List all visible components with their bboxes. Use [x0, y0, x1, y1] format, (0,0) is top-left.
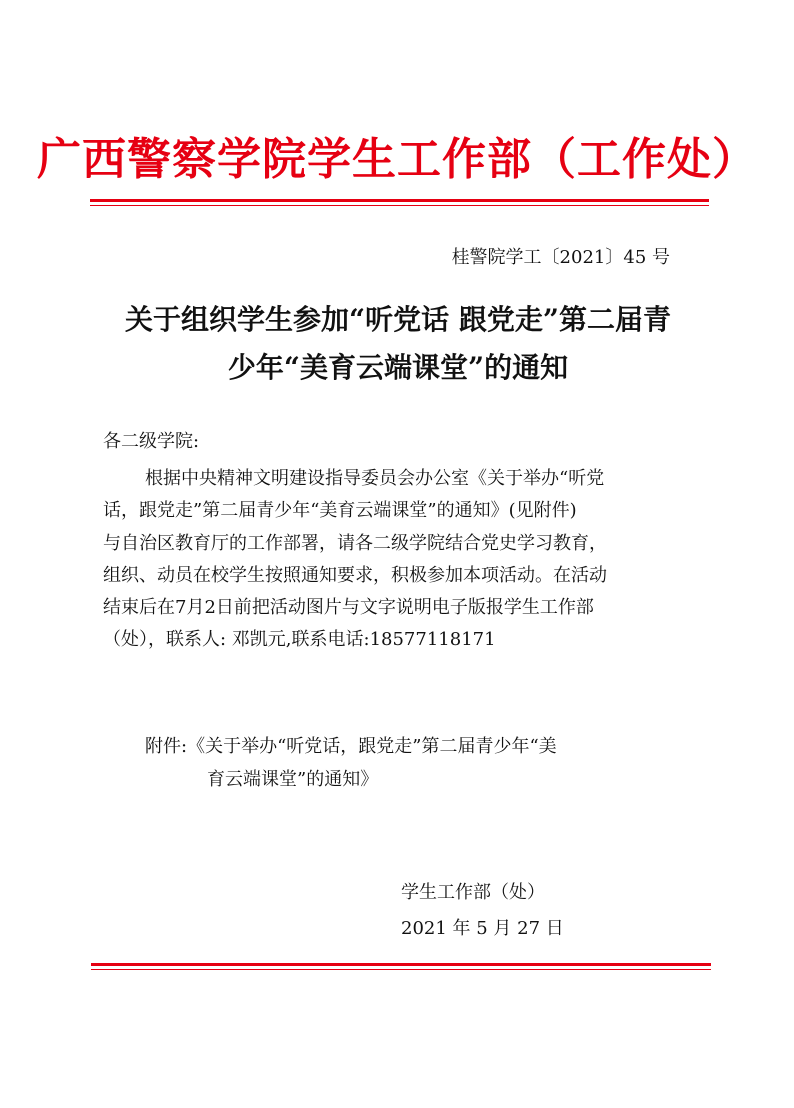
attachment-line-2: 育云端课堂”的通知》 [207, 769, 379, 790]
body-paragraph [103, 463, 693, 657]
attachment-line-1: 附件:《关于举办“听党话，跟党走”第二届青少年“美 [145, 736, 557, 757]
letterhead-title: 广西警察学院学生工作部（工作处） [37, 134, 757, 185]
signature-department: 学生工作部（处） [401, 882, 545, 903]
notice-title-line-1: 关于组织学生参加“听党话 跟党走”第二届青 [125, 303, 671, 336]
footer-thick-rule [91, 963, 711, 966]
body-line-1: 根据中央精神文明建设指导委员会办公室《关于举办“听党 [145, 468, 605, 489]
body-line-6: （处），联系人: 邓凯元,联系电话:18577118171 [103, 629, 496, 651]
attachment-note [103, 730, 693, 796]
body-line-3: 与自治区教育厅的工作部署，请各二级学院结合党史学习教育， [103, 532, 607, 554]
body-line-4: 组织、动员在校学生按照通知要求，积极参加本项活动。在活动 [103, 564, 607, 586]
letterhead-thick-rule [90, 199, 709, 202]
body-line-2: 话，跟党走”第二届青少年“美育云端课堂”的通知》(见附件) [103, 500, 577, 522]
salutation: 各二级学院: [103, 431, 200, 452]
body-line-5: 结束后在7月2日前把活动图片与文字说明电子版报学生工作部 [103, 597, 594, 619]
letterhead-thin-rule [90, 205, 709, 206]
notice-title [90, 296, 706, 392]
document-number: 桂警院学工〔2021〕45 号 [451, 247, 670, 268]
notice-title-line-2: 少年“美育云端课堂”的通知 [227, 351, 569, 384]
signature-date: 2021 年 5 月 27 日 [401, 918, 564, 939]
footer-thin-rule [91, 969, 711, 970]
